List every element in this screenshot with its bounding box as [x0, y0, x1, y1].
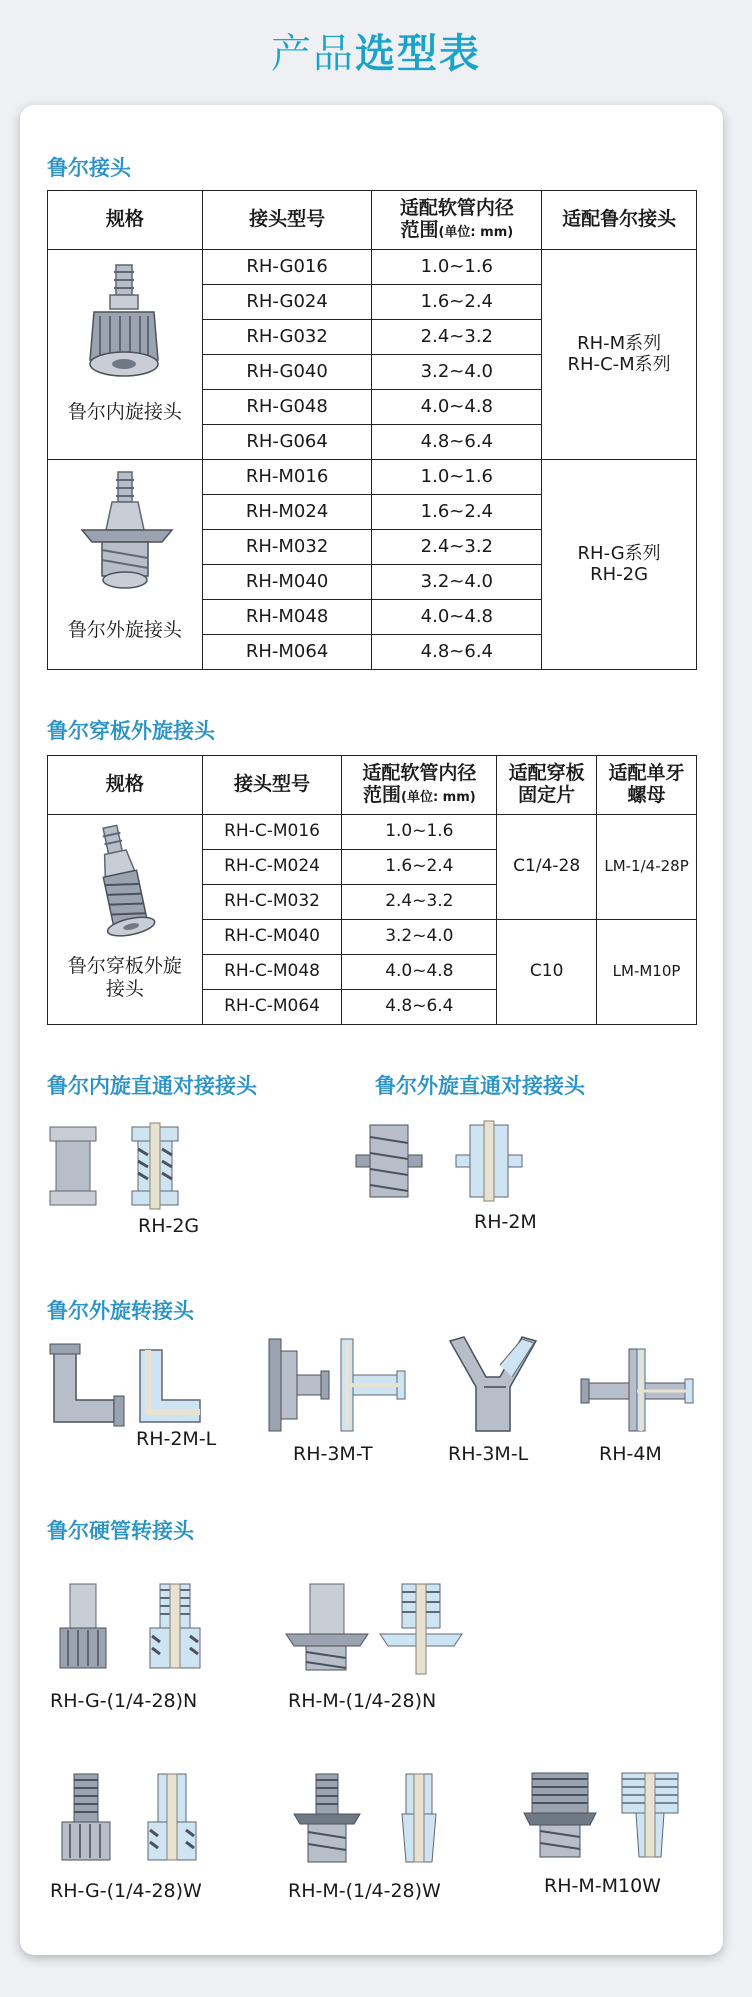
table-cell-model: RH-G024 — [202, 285, 372, 320]
table-cell-range: 1.6~2.4 — [372, 495, 542, 530]
nut-cell-a: LM-1/4-28P — [597, 815, 697, 920]
table-cell-model: RH-M064 — [202, 635, 372, 670]
female-threaded-adapter-icon — [50, 1770, 220, 1870]
table-cell-model: RH-C-M016 — [202, 815, 342, 850]
female-hard-tube-adapter-icon — [50, 1580, 220, 1680]
header-nut: 适配单牙 螺母 — [597, 756, 697, 815]
spec-cell-female — [48, 250, 203, 460]
spec-cell-male — [48, 460, 203, 670]
male-threaded-adapter-icon — [280, 1770, 480, 1870]
y-fitting-icon — [440, 1335, 550, 1435]
product-label: RH-G-(1/4-28)N — [50, 1690, 198, 1712]
product-label: RH-3M-L — [448, 1443, 529, 1465]
header-model: 接头型号 — [202, 756, 342, 815]
header-spec: 规格 — [48, 191, 203, 250]
table-cell-range: 1.0~1.6 — [372, 460, 542, 495]
table-cell-range: 4.0~4.8 — [342, 955, 497, 990]
table-cell-range: 1.6~2.4 — [342, 850, 497, 885]
product-rh-2m — [350, 1115, 550, 1235]
table-cell-range: 2.4~3.2 — [372, 320, 542, 355]
spec-label-male: 鲁尔外旋接头 — [67, 619, 182, 641]
section-title-male-coupler: 鲁尔外旋直通对接接头 — [375, 1074, 585, 1098]
table-cell-model: RH-M032 — [202, 530, 372, 565]
tee-fitting-icon — [265, 1335, 410, 1435]
table-cell-range: 1.0~1.6 — [372, 250, 542, 285]
table-cell-model: RH-G032 — [202, 320, 372, 355]
product-rh-m-w — [280, 1770, 480, 1910]
table-cell-range: 3.2~4.0 — [342, 920, 497, 955]
spec-label-panel: 鲁尔穿板外旋 接头 — [67, 955, 182, 1000]
table-cell-range: 4.0~4.8 — [372, 390, 542, 425]
table-cell-model: RH-C-M024 — [202, 850, 342, 885]
panel-mount-table — [47, 755, 697, 1025]
header-range: 适配软管内径 范围(单位: mm) — [372, 191, 542, 250]
luer-female-fitting-icon — [76, 260, 176, 395]
table-cell-model: RH-C-M064 — [202, 990, 342, 1025]
plate-cell-b: C10 — [497, 920, 597, 1025]
table-cell-model: RH-G064 — [202, 425, 372, 460]
product-rh-3m-l — [440, 1335, 550, 1465]
section-title-hard-tube: 鲁尔硬管转接头 — [47, 1519, 194, 1543]
luer-panel-mount-fitting-icon — [80, 823, 170, 953]
section-title-male-elbow: 鲁尔外旋转接头 — [47, 1299, 194, 1323]
table-cell-range: 3.2~4.0 — [372, 565, 542, 600]
header-spec: 规格 — [48, 756, 203, 815]
male-hard-tube-adapter-icon — [280, 1580, 480, 1680]
section-title-female-coupler: 鲁尔内旋直通对接接头 — [47, 1074, 257, 1098]
header-range: 适配软管内径 范围(单位: mm) — [342, 756, 497, 815]
header-plate: 适配穿板 固定片 — [497, 756, 597, 815]
table-cell-model: RH-M040 — [202, 565, 372, 600]
table-cell-model: RH-C-M040 — [202, 920, 342, 955]
product-rh-4m — [575, 1345, 700, 1465]
header-model: 接头型号 — [202, 191, 372, 250]
luer-male-fitting-icon — [72, 468, 182, 608]
selection-card — [20, 105, 723, 1955]
cross-fitting-icon — [575, 1345, 700, 1435]
table-cell-range: 2.4~3.2 — [342, 885, 497, 920]
product-rh-m-n — [280, 1580, 480, 1720]
product-label: RH-3M-T — [293, 1443, 373, 1465]
spec-cell-panel — [48, 815, 203, 1025]
product-label: RH-M-(1/4-28)N — [288, 1690, 437, 1712]
table-cell-model: RH-G040 — [202, 355, 372, 390]
table-cell-model: RH-M016 — [202, 460, 372, 495]
product-label: RH-M-M10W — [544, 1875, 661, 1897]
page-title: 产品选型表 — [271, 31, 481, 77]
table-cell-range: 3.2~4.0 — [372, 355, 542, 390]
product-rh-m-m10w — [520, 1765, 700, 1905]
table-cell-range: 2.4~3.2 — [372, 530, 542, 565]
product-label: RH-2G — [138, 1215, 200, 1237]
table-cell-model: RH-M048 — [202, 600, 372, 635]
product-label: RH-4M — [599, 1443, 662, 1465]
table-cell-range: 4.8~6.4 — [372, 635, 542, 670]
m10-threaded-adapter-icon — [520, 1765, 700, 1865]
product-rh-g-w — [50, 1770, 220, 1910]
plate-cell-a: C1/4-28 — [497, 815, 597, 920]
compat-cell-m: RH-G系列 RH-2G — [542, 460, 697, 670]
spec-label-female: 鲁尔内旋接头 — [67, 401, 182, 423]
product-rh-2m-l — [40, 1340, 220, 1450]
product-label: RH-M-(1/4-28)W — [288, 1880, 441, 1902]
header-compat: 适配鲁尔接头 — [542, 191, 697, 250]
product-label: RH-G-(1/4-28)W — [50, 1880, 202, 1902]
table-cell-model: RH-C-M048 — [202, 955, 342, 990]
product-label: RH-2M — [474, 1211, 537, 1233]
luer-fitting-table — [47, 190, 697, 670]
table-cell-model: RH-G048 — [202, 390, 372, 425]
product-label: RH-2M-L — [136, 1428, 217, 1450]
table-cell-model: RH-C-M032 — [202, 885, 342, 920]
product-rh-3m-t — [265, 1335, 410, 1465]
table-cell-range: 1.0~1.6 — [342, 815, 497, 850]
product-rh-g-n — [50, 1580, 220, 1720]
table-cell-range: 4.8~6.4 — [372, 425, 542, 460]
table-cell-model: RH-M024 — [202, 495, 372, 530]
table-cell-range: 1.6~2.4 — [372, 285, 542, 320]
section-title-luer: 鲁尔接头 — [47, 156, 131, 180]
table-cell-range: 4.8~6.4 — [342, 990, 497, 1025]
elbow-fitting-icon — [40, 1340, 220, 1430]
male-straight-coupler-icon — [350, 1115, 550, 1210]
section-title-panel-mount: 鲁尔穿板外旋接头 — [47, 719, 215, 743]
nut-cell-b: LM-M10P — [597, 920, 697, 1025]
product-rh-2g — [40, 1115, 210, 1235]
table-cell-model: RH-G016 — [202, 250, 372, 285]
compat-cell-g: RH-M系列 RH-C-M系列 — [542, 250, 697, 460]
table-cell-range: 4.0~4.8 — [372, 600, 542, 635]
female-straight-coupler-icon — [40, 1115, 210, 1215]
